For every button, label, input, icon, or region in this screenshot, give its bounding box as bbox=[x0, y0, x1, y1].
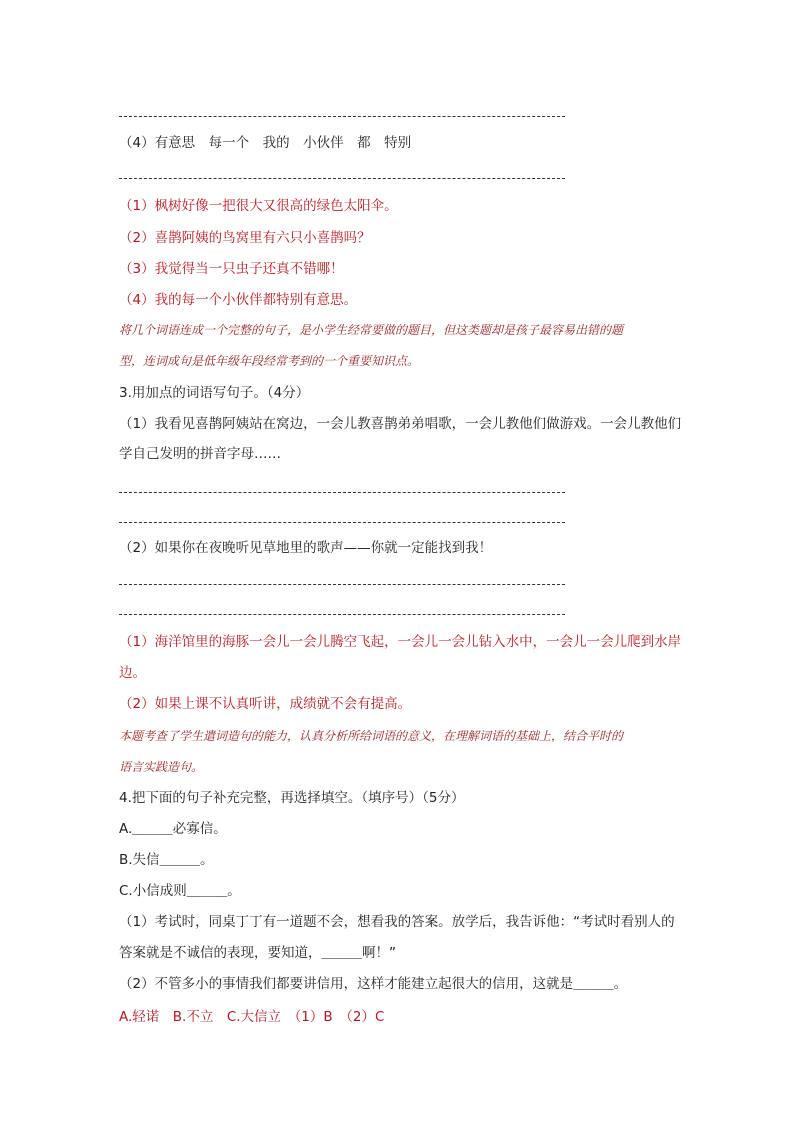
answer-line: （3）我觉得当一只虫子还真不错哪！ bbox=[119, 261, 344, 277]
question-4-item-1-cont: 答案就是不诚信的表现，要知道，＿＿＿啊！” bbox=[119, 945, 396, 961]
answer-blank-line bbox=[119, 574, 565, 594]
answer-blank-line bbox=[119, 604, 565, 624]
question-4-option-c: C.小信成则＿＿＿。 bbox=[119, 883, 241, 899]
answer-line: （1）枫树好像一把很大又很高的绿色太阳伞。 bbox=[119, 198, 398, 214]
answer-blank-line bbox=[119, 482, 565, 502]
explanation-note: 语言实践造句。 bbox=[119, 760, 204, 774]
question-4-answer: A.轻诺 B.不立 C.大信立 （1）B （2）C bbox=[119, 1009, 385, 1025]
question-4-item-1: （1）考试时，同桌丁丁有一道题不会，想看我的答案。放学后，我告诉他：“考试时看别人的 bbox=[119, 914, 675, 930]
answer-line: （1）海洋馆里的海豚一会儿一会儿腾空飞起，一会儿一会儿钻入水中，一会儿一会儿爬到水岸 bbox=[119, 634, 682, 650]
question-3-item-2: （2）如果你在夜晚听见草地里的歌声——你就一定能找到我！ bbox=[119, 540, 493, 556]
explanation-note: 型，连词成句是低年级年段经常考到的一个重要知识点。 bbox=[119, 354, 420, 368]
question-item-4: （4）有意思 每一个 我的 小伙伴 都 特别 bbox=[119, 135, 412, 151]
question-3-title: 3.用加点的词语写句子。（4分） bbox=[119, 385, 310, 401]
explanation-note: 本题考查了学生遣词造句的能力，认真分析所给词语的意义，在理解词语的基础上，结合平时的 bbox=[119, 729, 624, 743]
question-3-item-1: （1）我看见喜鹊阿姨站在窝边，一会儿教喜鹊弟弟唱歌，一会儿教他们做游戏。一会儿教他们 bbox=[119, 416, 682, 432]
question-4-option-b: B.失信＿＿＿。 bbox=[119, 852, 214, 868]
answer-line: 边。 bbox=[119, 665, 146, 681]
question-4-title: 4.把下面的句子补充完整，再选择填空。（填序号）（5分） bbox=[119, 790, 465, 806]
answer-blank-line bbox=[119, 106, 565, 126]
answer-line: （2）如果上课不认真听讲，成绩就不会有提高。 bbox=[119, 696, 412, 712]
question-4-option-a: A.＿＿＿必寡信。 bbox=[119, 821, 227, 837]
answer-line: （4）我的每一个小伙伴都特别有意思。 bbox=[119, 292, 358, 308]
question-4-item-2: （2）不管多小的事情我们都要讲信用，这样才能建立起很大的信用，这就是＿＿＿。 bbox=[119, 976, 628, 992]
answer-blank-line bbox=[119, 168, 565, 188]
explanation-note: 将几个词语连成一个完整的句子，是小学生经常要做的题目，但这类题却是孩子最容易出错的题 bbox=[119, 323, 624, 337]
answer-blank-line bbox=[119, 512, 565, 532]
question-3-item-1-cont: 学自己发明的拼音字母…… bbox=[119, 446, 281, 462]
answer-line: （2）喜鹊阿姨的鸟窝里有六只小喜鹊吗？ bbox=[119, 230, 371, 246]
